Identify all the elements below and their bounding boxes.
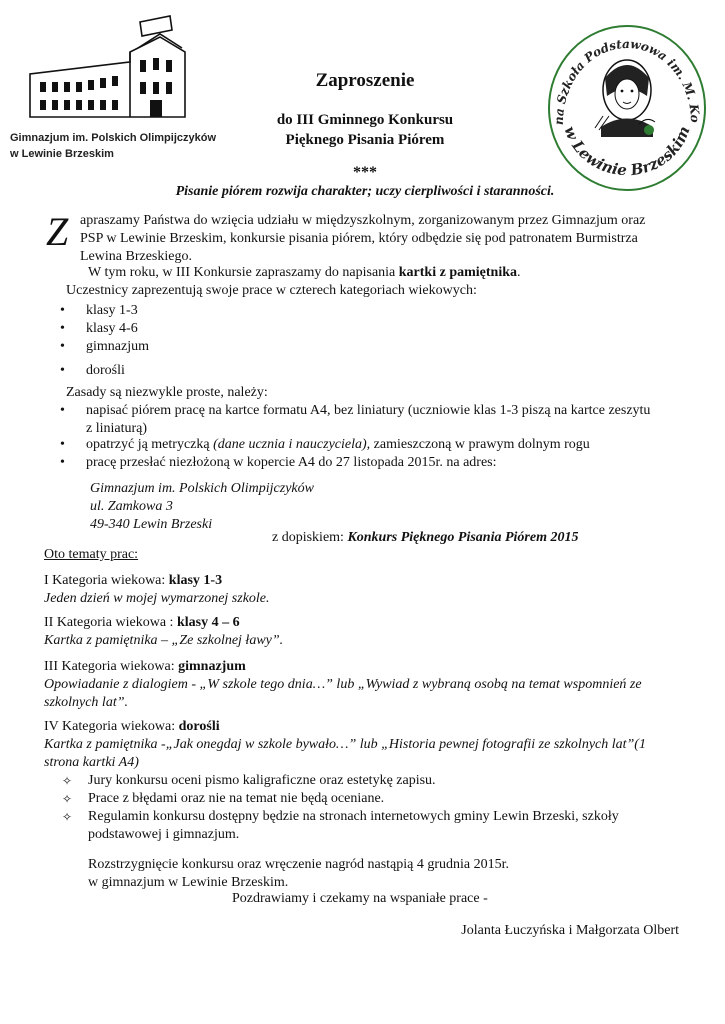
motto: Pisanie piórem rozwija charakter; uczy cierpliwości i staranności.	[175, 184, 555, 199]
separator-stars: ***	[353, 164, 377, 181]
topic-category-3: III Kategoria wiekowa: gimnazjum Opowiadanie z dialogiem - „W szkole tego dnia…” lub „Wywiad z wybraną osobą na temat wspomnień ze szkolnych lat”.	[44, 659, 642, 710]
topics-heading: Oto tematy prac:	[44, 547, 139, 562]
school-name: Gimnazjum im. Polskich Olimpijczyków w Lewinie Brzeskim	[10, 132, 216, 160]
school-seal	[543, 12, 711, 192]
contest-subtitle: do III Gminnego Konkursu Pięknego Pisania Piórem	[276, 112, 454, 148]
compass-star-icon: ✧	[62, 810, 73, 824]
seal-text-top: na Szkoła Podstawowa im. M. Ko	[551, 36, 703, 126]
mailing-address: Gimnazjum im. Polskich Olimpijczyków ul. Zamkowa 3 49-340 Lewin Brzeski	[90, 481, 314, 532]
school-building-logo	[20, 12, 192, 124]
topic-category-1: I Kategoria wiekowa: klasy 1-3 Jeden dzień w mojej wymarzonej szkole.	[44, 573, 270, 606]
topic-category-4: IV Kategoria wiekowa: dorośli Kartka z pamiętnika -„Jak onegdaj w szkole bywało…” lub „Historia pewnej fotografii ze szkolnych lat”(1 strona kartki A4)	[44, 719, 646, 770]
copernicus-portrait-icon	[595, 60, 655, 137]
signature: Jolanta Łuczyńska i Małgorzata Olbert	[461, 923, 679, 938]
intro-paragraph: apraszamy Państwa do wzięcia udziału w międzyszkolnym, zorganizowanym przez Gimnazjum oraz PSP w Lewinie Brzeskim, konkursie pisania piórem, który odbędzie się pod patronatem Burmistrza Lewina Brzeskiego.	[80, 213, 646, 264]
seal-text-bottom: w Lewinie Brzeskim	[560, 123, 694, 180]
compass-star-icon: ✧	[62, 774, 73, 788]
intro-theme: W tym roku, w III Konkursie zapraszamy do napisania kartki z pamiętnika.	[88, 265, 521, 280]
compass-star-icon: ✧	[62, 792, 73, 806]
rules-heading: Zasady są niezwykle proste, należy:	[66, 385, 268, 400]
closing-greeting: Pozdrawiamy i czekamy na wspaniałe prace -	[232, 891, 488, 906]
topic-category-2: II Kategoria wiekowa : klasy 4 – 6 Kartka z pamiętnika – „Ze szkolnej ławy”.	[44, 615, 284, 648]
results-announcement: Rozstrzygnięcie konkursu oraz wręczenie nagród nastąpią 4 grudnia 2015r. w gimnazjum w Lewinie Brzeskim.	[88, 857, 510, 890]
intro-categories-note: Uczestnicy zaprezentują swoje prace w czterech kategoriach wiekowych:	[66, 283, 477, 298]
drop-cap: Z	[46, 209, 69, 254]
page-title: Zaproszenie	[315, 70, 415, 91]
envelope-remark: z dopiskiem: Konkurs Pięknego Pisania Piórem 2015	[272, 530, 579, 545]
